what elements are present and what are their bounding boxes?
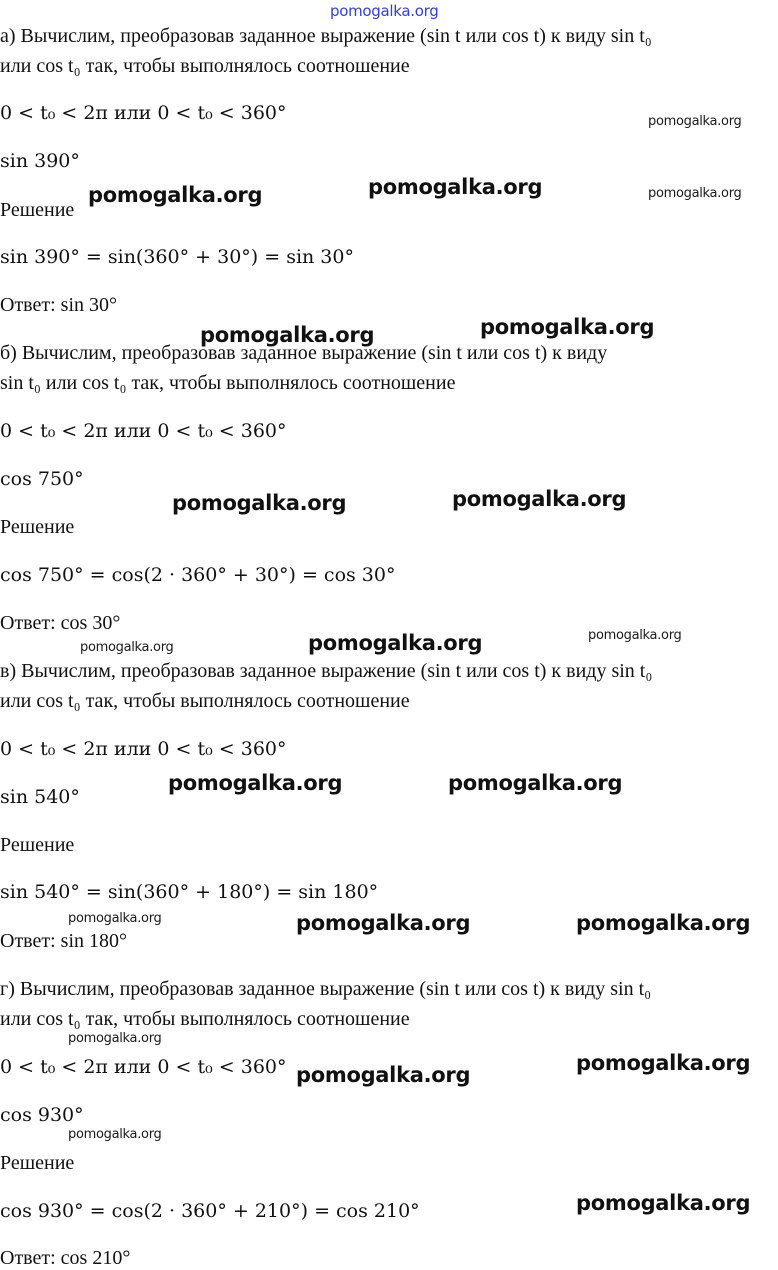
watermark: pomogalka.org (576, 1051, 751, 1075)
watermark: pomogalka.org (448, 771, 623, 795)
watermark: pomogalka.org (308, 631, 483, 655)
watermark: pomogalka.org (648, 186, 742, 201)
condition: 0 < t₀ < 2π или 0 < t₀ < 360° (0, 1056, 287, 1078)
task-line-1: г) Вычислим, преобразовав заданное выражение (sin t или cos t) к виду sin t₀ (0, 978, 652, 1000)
solution: sin 390° = sin(360° + 30°) = sin 30° (0, 246, 354, 268)
watermark: pomogalka.org (576, 911, 751, 935)
watermark: pomogalka.org (648, 114, 742, 129)
task-line-1: а) Вычислим, преобразовав заданное выражение (sin t или cos t) к виду sin t₀ (0, 25, 652, 47)
watermark: pomogalka.org (168, 771, 343, 795)
task-line-1: б) Вычислим, преобразовав заданное выражение (sin t или cos t) к виду (0, 342, 608, 364)
task-line-1: в) Вычислим, преобразовав заданное выражение (sin t или cos t) к виду sin t₀ (0, 660, 653, 682)
expression: cos 750° (0, 468, 84, 490)
watermark: pomogalka.org (68, 911, 162, 926)
watermark: pomogalka.org (80, 640, 174, 655)
condition: 0 < t₀ < 2π или 0 < t₀ < 360° (0, 420, 287, 442)
solution-label: Решение (0, 199, 75, 221)
watermark: pomogalka.org (172, 491, 347, 515)
task-line-2: или cos t₀ так, чтобы выполнялось соотношение (0, 1008, 410, 1030)
watermark: pomogalka.org (368, 175, 543, 199)
answer: Ответ: cos 210° (0, 1247, 131, 1269)
watermark: pomogalka.org (452, 487, 627, 511)
answer: Ответ: cos 30° (0, 612, 121, 634)
solution-label: Решение (0, 834, 75, 856)
expression: sin 540° (0, 786, 80, 808)
top-watermark: pomogalka.org (330, 2, 439, 20)
solution: sin 540° = sin(360° + 180°) = sin 180° (0, 881, 379, 903)
watermark: pomogalka.org (480, 315, 655, 339)
watermark: pomogalka.org (200, 323, 375, 347)
watermark: pomogalka.org (296, 911, 471, 935)
task-line-2: или cos t₀ так, чтобы выполнялось соотношение (0, 690, 410, 712)
watermark: pomogalka.org (576, 1191, 751, 1215)
condition: 0 < t₀ < 2π или 0 < t₀ < 360° (0, 102, 287, 124)
expression: cos 930° (0, 1104, 84, 1126)
task-line-2: или cos t₀ так, чтобы выполнялось соотношение (0, 55, 410, 77)
answer: Ответ: sin 180° (0, 930, 128, 952)
answer: Ответ: sin 30° (0, 294, 118, 316)
solution-label: Решение (0, 516, 75, 538)
expression: sin 390° (0, 150, 80, 172)
condition: 0 < t₀ < 2π или 0 < t₀ < 360° (0, 738, 287, 760)
task-line-2: sin t₀ или cos t₀ так, чтобы выполнялось соотношение (0, 372, 456, 394)
watermark: pomogalka.org (88, 183, 263, 207)
watermark: pomogalka.org (68, 1127, 162, 1142)
watermark: pomogalka.org (296, 1063, 471, 1087)
solution: cos 930° = cos(2 · 360° + 210°) = cos 210° (0, 1200, 420, 1222)
watermark: pomogalka.org (68, 1031, 162, 1046)
watermark: pomogalka.org (588, 628, 682, 643)
solution-label: Решение (0, 1152, 75, 1174)
solution: cos 750° = cos(2 · 360° + 30°) = cos 30° (0, 564, 396, 586)
